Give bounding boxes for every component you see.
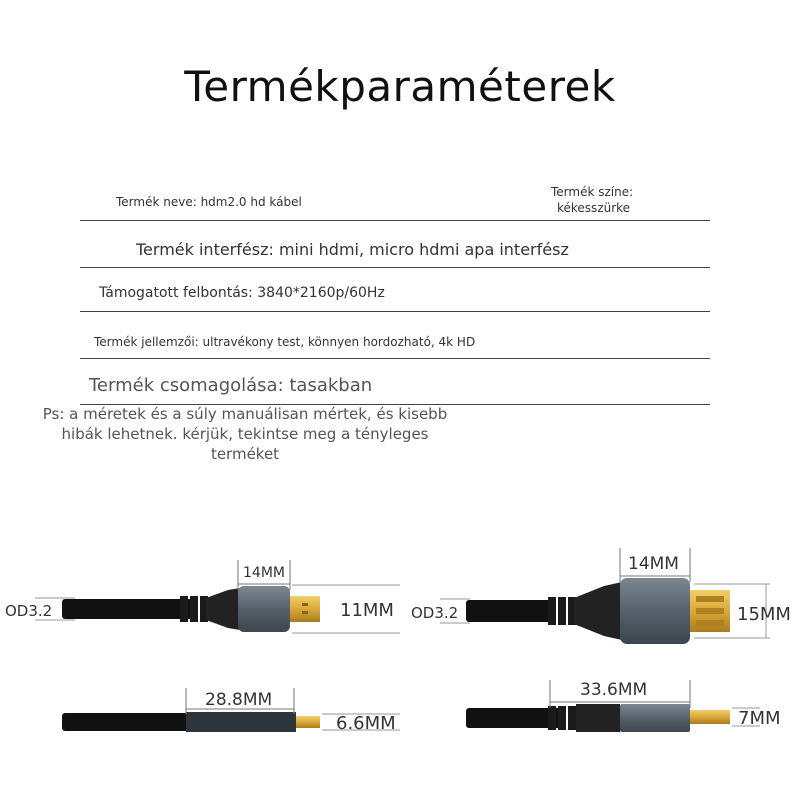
mini-width-label: 14MM: [628, 554, 679, 574]
micro-od-label: OD3.2: [5, 602, 53, 620]
micro-length-label: 28.8MM: [205, 690, 273, 710]
micro-hdmi-top-view: [62, 688, 400, 734]
param-packaging: Termék csomagolása: tasakban: [89, 375, 373, 396]
micro-width-label: 14MM: [243, 565, 285, 581]
mini-hdmi-side-view: [411, 548, 791, 644]
micro-thickness-label: 6.6MM: [336, 713, 396, 734]
page-title: Termékparaméterek: [184, 62, 616, 111]
param-resolution: Támogatott felbontás: 3840*2160p/60Hz: [99, 285, 385, 301]
micro-height-label: 11MM: [340, 600, 394, 621]
param-features: Termék jellemzői: ultravékony test, könnyen hordozható, 4k HD: [94, 335, 476, 349]
param-interface: Termék interfész: mini hdmi, micro hdmi apa interfész: [136, 240, 569, 259]
mini-od-label: OD3.2: [411, 604, 459, 622]
mini-hdmi-top-view: [466, 680, 781, 732]
micro-hdmi-side-view: [5, 560, 400, 633]
param-color-value: kékesszürke: [557, 201, 631, 215]
measurement-note: Ps: a méretek és a súly manuálisan mértek, és kisebb hibák lehetnek. kérjük, tekintse meg a tényleges terméket: [42, 405, 448, 463]
mini-height-label: 15MM: [737, 604, 791, 625]
param-name: Termék neve: hdm2.0 hd kábel: [116, 195, 302, 209]
mini-thickness-label: 7MM: [738, 708, 781, 729]
param-color-label: Termék színe:: [551, 185, 634, 199]
mini-length-label: 33.6MM: [580, 680, 648, 700]
